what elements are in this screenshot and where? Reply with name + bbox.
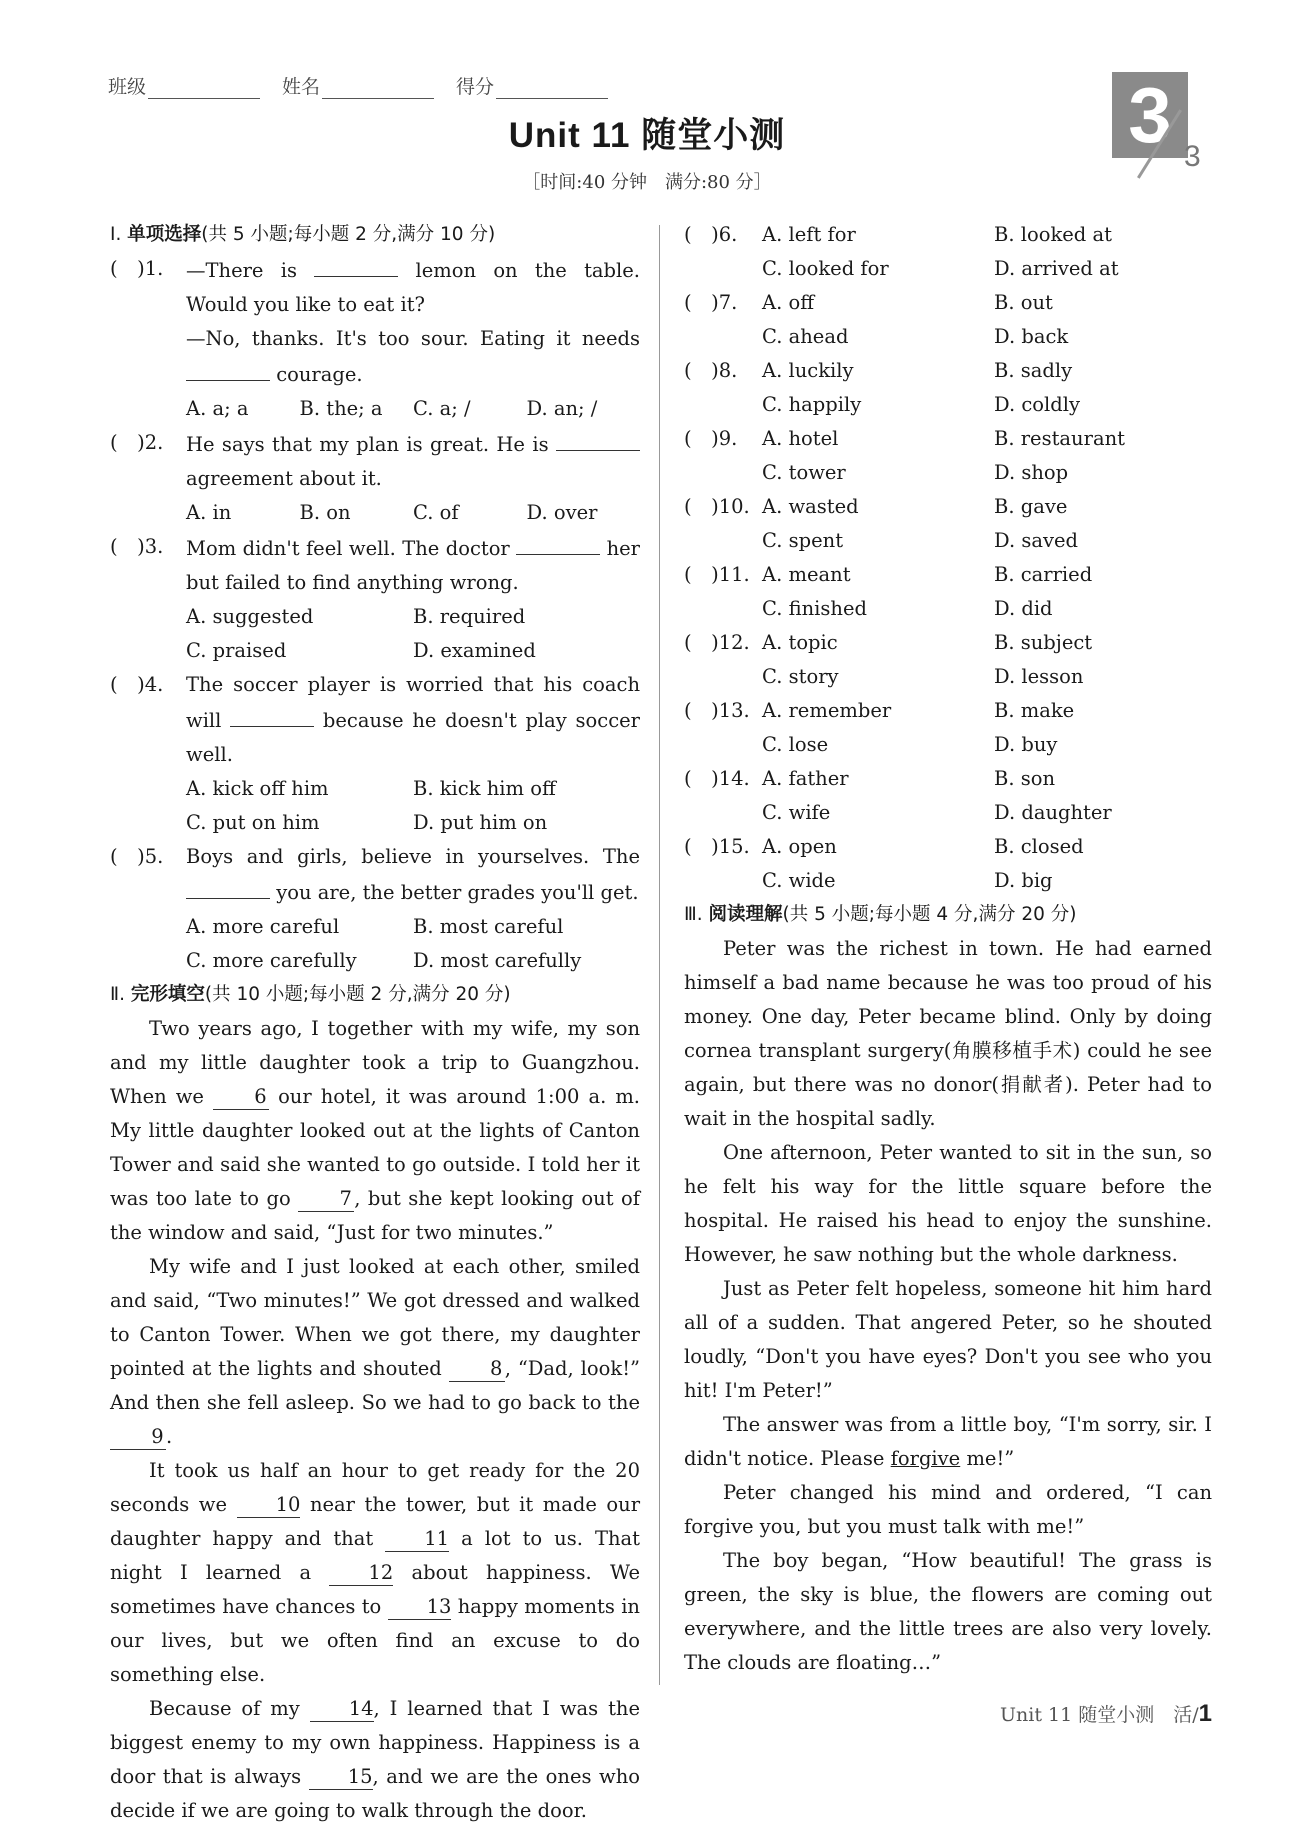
question-1: ( )1. —There is lemon on the table. Would you like to eat it? —No, thanks. It's too sour. Eating it needs courage. — [110, 252, 640, 392]
option: B. required — [413, 605, 526, 628]
cloze-question — [684, 286, 1212, 320]
option: B. son — [994, 767, 1056, 790]
test-number-badge: 3 — [1112, 72, 1188, 158]
cloze-paragraph: Two years ago, I together with my wife, my son and my little daughter took a trip to Guangzhou. When we 6 our hotel, it was around 1:00 a. m. My little daughter looked out at the lights of Canton Tower and said she wanted to go outside. I told her it was too late to go 7 , but she kept looking out of the window and said, “Just for two minutes.” — [110, 1017, 641, 1244]
option: A. kick off him — [186, 777, 329, 800]
cloze-question-row2 — [684, 660, 1212, 694]
page-footer: Unit 11 随堂小测 活/1 — [1000, 1700, 1212, 1727]
reading-paragraph: The boy began, “How beautiful! The grass is green, the sky is blue, the flowers are coming out everywhere, and the little trees are also very lovely. The clouds are floating…” — [684, 1549, 1212, 1674]
cloze-paragraph: Because of my 14, I learned that I was the biggest enemy to my own happiness. Happiness is a door that is always 15, and we are the ones who decide if we are going to walk through the door. — [110, 1697, 641, 1822]
option: C. a; / — [413, 397, 471, 420]
reading-paragraph: The answer was from a little boy, “I'm sorry, sir. I didn't notice. Please forgive me!” — [684, 1413, 1212, 1470]
option: C. lose — [762, 733, 829, 756]
answer-slot-1[interactable]: ( )1. — [110, 257, 164, 280]
answer-slot-2[interactable]: ( )2. — [110, 431, 164, 454]
cloze-question — [684, 422, 1212, 456]
option: D. daughter — [994, 801, 1112, 824]
cloze-question-row2 — [684, 864, 1212, 898]
cloze-paragraph: My wife and I just looked at each other, smiled and said, “Two minutes!” We got dressed and walked to Canton Tower. When we got there, my daughter pointed at the lights and shouted 8 , “Dad, look!” And then she fell asleep. So we had to go back to the 9 . — [110, 1255, 641, 1448]
option: C. praised — [186, 639, 287, 662]
cloze-question-row2 — [684, 456, 1212, 490]
cloze-question-row2 — [684, 320, 1212, 354]
cloze-question-row2 — [684, 524, 1212, 558]
cloze-question — [684, 490, 1212, 524]
option: D. lesson — [994, 665, 1084, 688]
cloze-question-row2 — [684, 796, 1212, 830]
reading-paragraph: Peter was the richest in town. He had earned himself a bad name because he was too proud of his money. One day, Peter became blind. Only by doing cornea transplant surgery(角膜移植手术) could he see again, but there was no donor(捐献者). Peter had to wait in the hospital sadly. — [684, 937, 1212, 1130]
badge-total: 3 — [1184, 140, 1201, 173]
cloze-question-row2 — [684, 592, 1212, 626]
option: C. happily — [762, 393, 862, 416]
option: D. big — [994, 869, 1053, 892]
answer-slot[interactable]: ( )6. — [684, 223, 738, 246]
option: A. father — [762, 767, 849, 790]
section-3-heading: Ⅲ. 阅读理解(共 5 小题;每小题 4 分,满分 20 分) — [684, 904, 1077, 925]
option: A. left for — [762, 223, 856, 246]
q5-options — [110, 910, 640, 978]
cloze-paragraph: It took us half an hour to get ready for the 20 seconds we 10 near the tower, but it made our daughter happy and that 11 a lot to us. That night I learned a 12 about happiness. We sometimes have chances to 13 happy moments in our lives, but we often find an excuse to do something else. — [110, 1459, 641, 1686]
option: A. more careful — [186, 915, 340, 938]
option: B. closed — [994, 835, 1084, 858]
page-title: Unit 11 随堂小测 — [508, 116, 786, 155]
answer-slot[interactable]: ( )11. — [684, 563, 750, 586]
question-4: ( )4. The soccer player is worried that his coach will because he doesn't play soccer well. — [110, 668, 640, 772]
column-divider — [659, 225, 660, 1685]
page-number: 1 — [1198, 1700, 1212, 1727]
option: D. an; / — [526, 397, 598, 420]
option: A. meant — [762, 563, 851, 586]
option: C. more carefully — [186, 949, 357, 972]
option: D. did — [994, 597, 1053, 620]
option: D. arrived at — [994, 257, 1119, 280]
option: D. most carefully — [413, 949, 582, 972]
option: D. saved — [994, 529, 1079, 552]
option: D. buy — [994, 733, 1058, 756]
option: A. suggested — [186, 605, 314, 628]
question-2: ( )2. He says that my plan is great. He is agreement about it. — [110, 426, 640, 496]
cloze-question — [684, 354, 1212, 388]
score-field[interactable]: 得分 — [456, 72, 608, 99]
option: A. a; a — [186, 397, 249, 420]
answer-slot[interactable]: ( )8. — [684, 359, 738, 382]
answer-slot[interactable]: ( )10. — [684, 495, 750, 518]
option: B. subject — [994, 631, 1093, 654]
option: D. coldly — [994, 393, 1080, 416]
option: B. carried — [994, 563, 1093, 586]
option: C. wife — [762, 801, 831, 824]
option: C. tower — [762, 461, 846, 484]
option: C. looked for — [762, 257, 889, 280]
option: B. most careful — [413, 915, 564, 938]
answer-slot-3[interactable]: ( )3. — [110, 535, 164, 558]
option: D. back — [994, 325, 1069, 348]
cloze-question — [684, 830, 1212, 864]
class-field[interactable]: 班级 — [108, 72, 260, 99]
option: B. the; a — [299, 397, 383, 420]
answer-slot-5[interactable]: ( )5. — [110, 845, 164, 868]
cloze-question-row2 — [684, 388, 1212, 422]
option: C. finished — [762, 597, 868, 620]
header-fields — [108, 72, 608, 99]
option: A. wasted — [762, 495, 859, 518]
option: C. ahead — [762, 325, 849, 348]
option: D. shop — [994, 461, 1069, 484]
option: A. hotel — [762, 427, 839, 450]
option: D. over — [526, 501, 598, 524]
option: A. off — [762, 291, 815, 314]
option: B. kick him off — [413, 777, 556, 800]
option: B. looked at — [994, 223, 1112, 246]
answer-slot[interactable]: ( )12. — [684, 631, 750, 654]
right-column — [684, 218, 1212, 1680]
option: C. story — [762, 665, 839, 688]
question-5: ( )5. Boys and girls, believe in yourselves. The you are, the better grades you'll get. — [110, 840, 640, 910]
cloze-question — [684, 626, 1212, 660]
answer-slot[interactable]: ( )9. — [684, 427, 738, 450]
cloze-question — [684, 558, 1212, 592]
answer-slot[interactable]: ( )13. — [684, 699, 750, 722]
option: A. in — [186, 501, 232, 524]
option: B. restaurant — [994, 427, 1125, 450]
option: A. luckily — [762, 359, 854, 382]
answer-slot[interactable]: ( )14. — [684, 767, 750, 790]
answer-slot[interactable]: ( )15. — [684, 835, 750, 858]
option: D. examined — [413, 639, 536, 662]
option: B. make — [994, 699, 1075, 722]
q3-options — [110, 600, 640, 668]
option: A. topic — [762, 631, 838, 654]
cloze-question-row2 — [684, 728, 1212, 762]
cloze-question — [684, 218, 1212, 252]
q2-options — [110, 496, 640, 530]
left-column — [110, 218, 640, 1828]
option: C. put on him — [186, 811, 320, 834]
answer-slot[interactable]: ( )7. — [684, 291, 738, 314]
section-1-heading: Ⅰ. 单项选择(共 5 小题;每小题 2 分,满分 10 分) — [110, 224, 496, 245]
reading-paragraph: Peter changed his mind and ordered, “I can forgive you, but you must talk with me!” — [684, 1481, 1212, 1538]
reading-paragraph: One afternoon, Peter wanted to sit in the sun, so he felt his way for the little square before the hospital. He raised his head to enjoy the sunshine. However, he saw nothing but the whole darkness. — [684, 1141, 1212, 1266]
cloze-question — [684, 762, 1212, 796]
page-subtitle: ［时间:40 分钟 满分:80 分］ — [522, 172, 772, 193]
section-2-heading: Ⅱ. 完形填空(共 10 小题;每小题 2 分,满分 20 分) — [110, 984, 511, 1005]
option: C. of — [413, 501, 459, 524]
reading-paragraph: Just as Peter felt hopeless, someone hit him hard all of a sudden. That angered Peter, so he shouted loudly, “Don't you have eyes? Don't you see who you hit! I'm Peter!” — [684, 1277, 1212, 1402]
q4-options — [110, 772, 640, 840]
option: B. out — [994, 291, 1053, 314]
answer-slot-4[interactable]: ( )4. — [110, 673, 164, 696]
option: C. spent — [762, 529, 844, 552]
option: B. sadly — [994, 359, 1073, 382]
name-field[interactable]: 姓名 — [282, 72, 434, 99]
cloze-question — [684, 694, 1212, 728]
option: B. on — [299, 501, 351, 524]
cloze-options — [684, 218, 1212, 898]
option: B. gave — [994, 495, 1068, 518]
option: D. put him on — [413, 811, 548, 834]
question-3: ( )3. Mom didn't feel well. The doctor her but failed to find anything wrong. — [110, 530, 640, 600]
q1-options — [110, 392, 640, 426]
cloze-question-row2 — [684, 252, 1212, 286]
option: A. remember — [762, 699, 892, 722]
option: A. open — [762, 835, 837, 858]
option: C. wide — [762, 869, 836, 892]
